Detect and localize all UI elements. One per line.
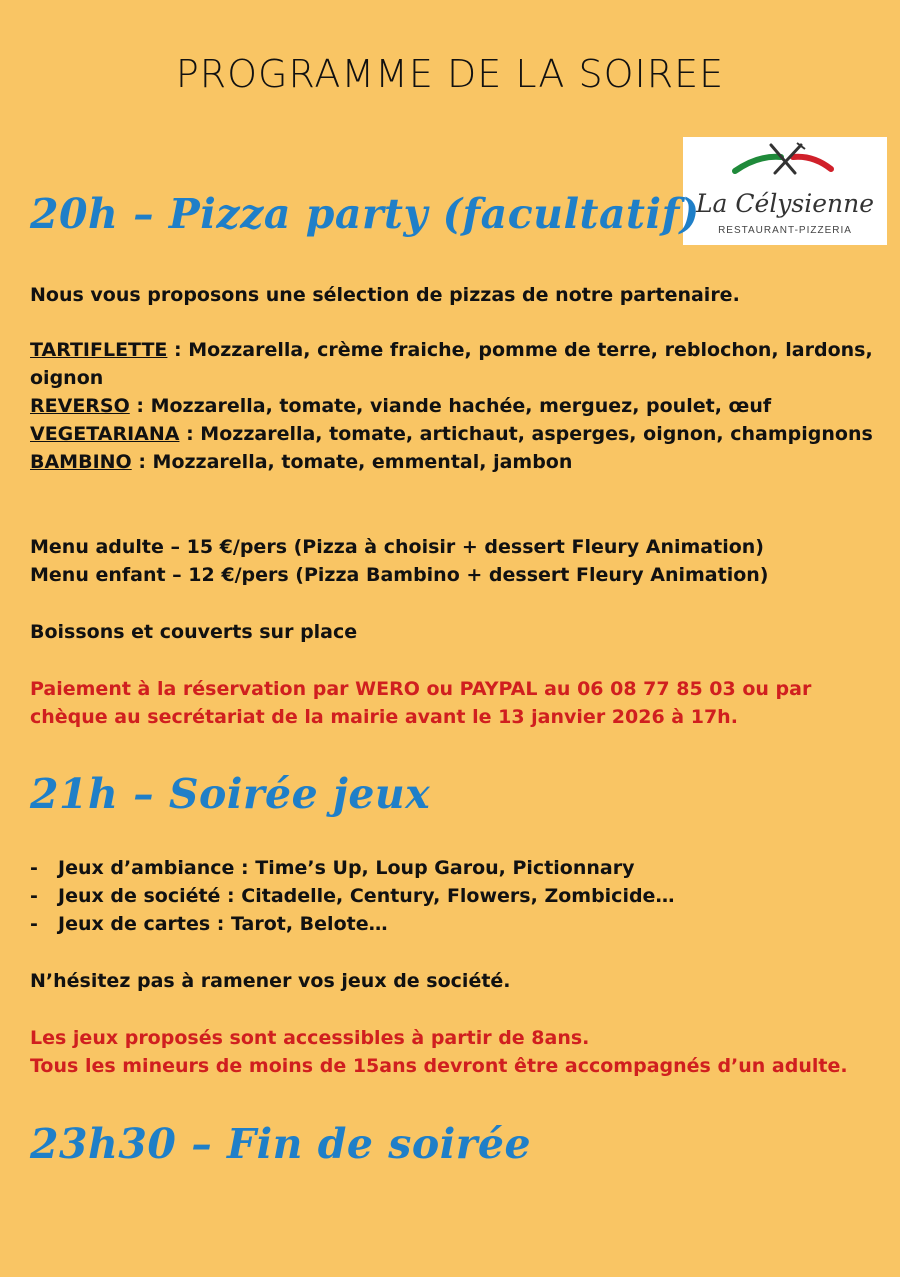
pizza-desc: : Mozzarella, tomate, emmental, jambon (131, 451, 573, 473)
bullet-text: Jeux d’ambiance : Time’s Up, Loup Garou, Pictionnary (58, 857, 635, 879)
pizza-item (30, 392, 880, 420)
pizza-desc: : Mozzarella, tomate, viande hachée, merguez, poulet, œuf (129, 395, 772, 417)
bring-games-note: N’hésitez pas à ramener vos jeux de société. (30, 970, 511, 992)
pizza-item (30, 420, 880, 448)
bullet-marker: - (30, 913, 38, 935)
pizza-intro: Nous vous proposons une sélection de pizzas de notre partenaire. (30, 284, 740, 306)
logo-name: La Célysienne (695, 189, 875, 218)
pizza-name: REVERSO (30, 395, 130, 417)
bullet-marker: - (30, 857, 38, 879)
menu-child: Menu enfant – 12 €/pers (Pizza Bambino + dessert Fleury Animation) (30, 564, 769, 586)
drinks-note: Boissons et couverts sur place (30, 621, 358, 643)
pizza-name: BAMBINO (30, 451, 132, 473)
bullet-text: Jeux de société : Citadelle, Century, Flowers, Zombicide… (58, 885, 675, 907)
pizza-list (30, 336, 880, 476)
pizza-desc: : Mozzarella, crème fraiche, pomme de terre, reblochon, lardons, oignon (30, 339, 873, 389)
fork-knife-icon (683, 137, 887, 197)
pizza-desc: : Mozzarella, tomate, artichaut, asperges, oignon, champignons (179, 423, 873, 445)
payment-note: Paiement à la réservation par WERO ou PAYPAL au 06 08 77 85 03 ou par chèque au secrétariat de la mairie avant le 13 janvier 2026 à 17h. (30, 678, 812, 728)
pizza-item (30, 448, 880, 476)
section-title-pizza: 20h – Pizza party (facultatif) (30, 190, 700, 238)
bullet-marker: - (30, 885, 38, 907)
section-title-games: 21h – Soirée jeux (30, 770, 431, 818)
age-note: Les jeux proposés sont accessibles à partir de 8ans. (30, 1027, 590, 1049)
page-title: PROGRAMME DE LA SOIREE (175, 52, 725, 96)
menu-adult: Menu adulte – 15 €/pers (Pizza à choisir + dessert Fleury Animation) (30, 536, 764, 558)
pizza-item (30, 336, 880, 392)
section-title-end: 23h30 – Fin de soirée (30, 1120, 532, 1168)
bullet-text: Jeux de cartes : Tarot, Belote… (58, 913, 388, 935)
restaurant-logo (683, 137, 887, 245)
pizza-name: VEGETARIANA (30, 423, 180, 445)
logo-subtitle: RESTAURANT-PIZZERIA (718, 225, 852, 236)
pizza-name: TARTIFLETTE (30, 339, 168, 361)
minors-note: Tous les mineurs de moins de 15ans devront être accompagnés d’un adulte. (30, 1055, 848, 1077)
